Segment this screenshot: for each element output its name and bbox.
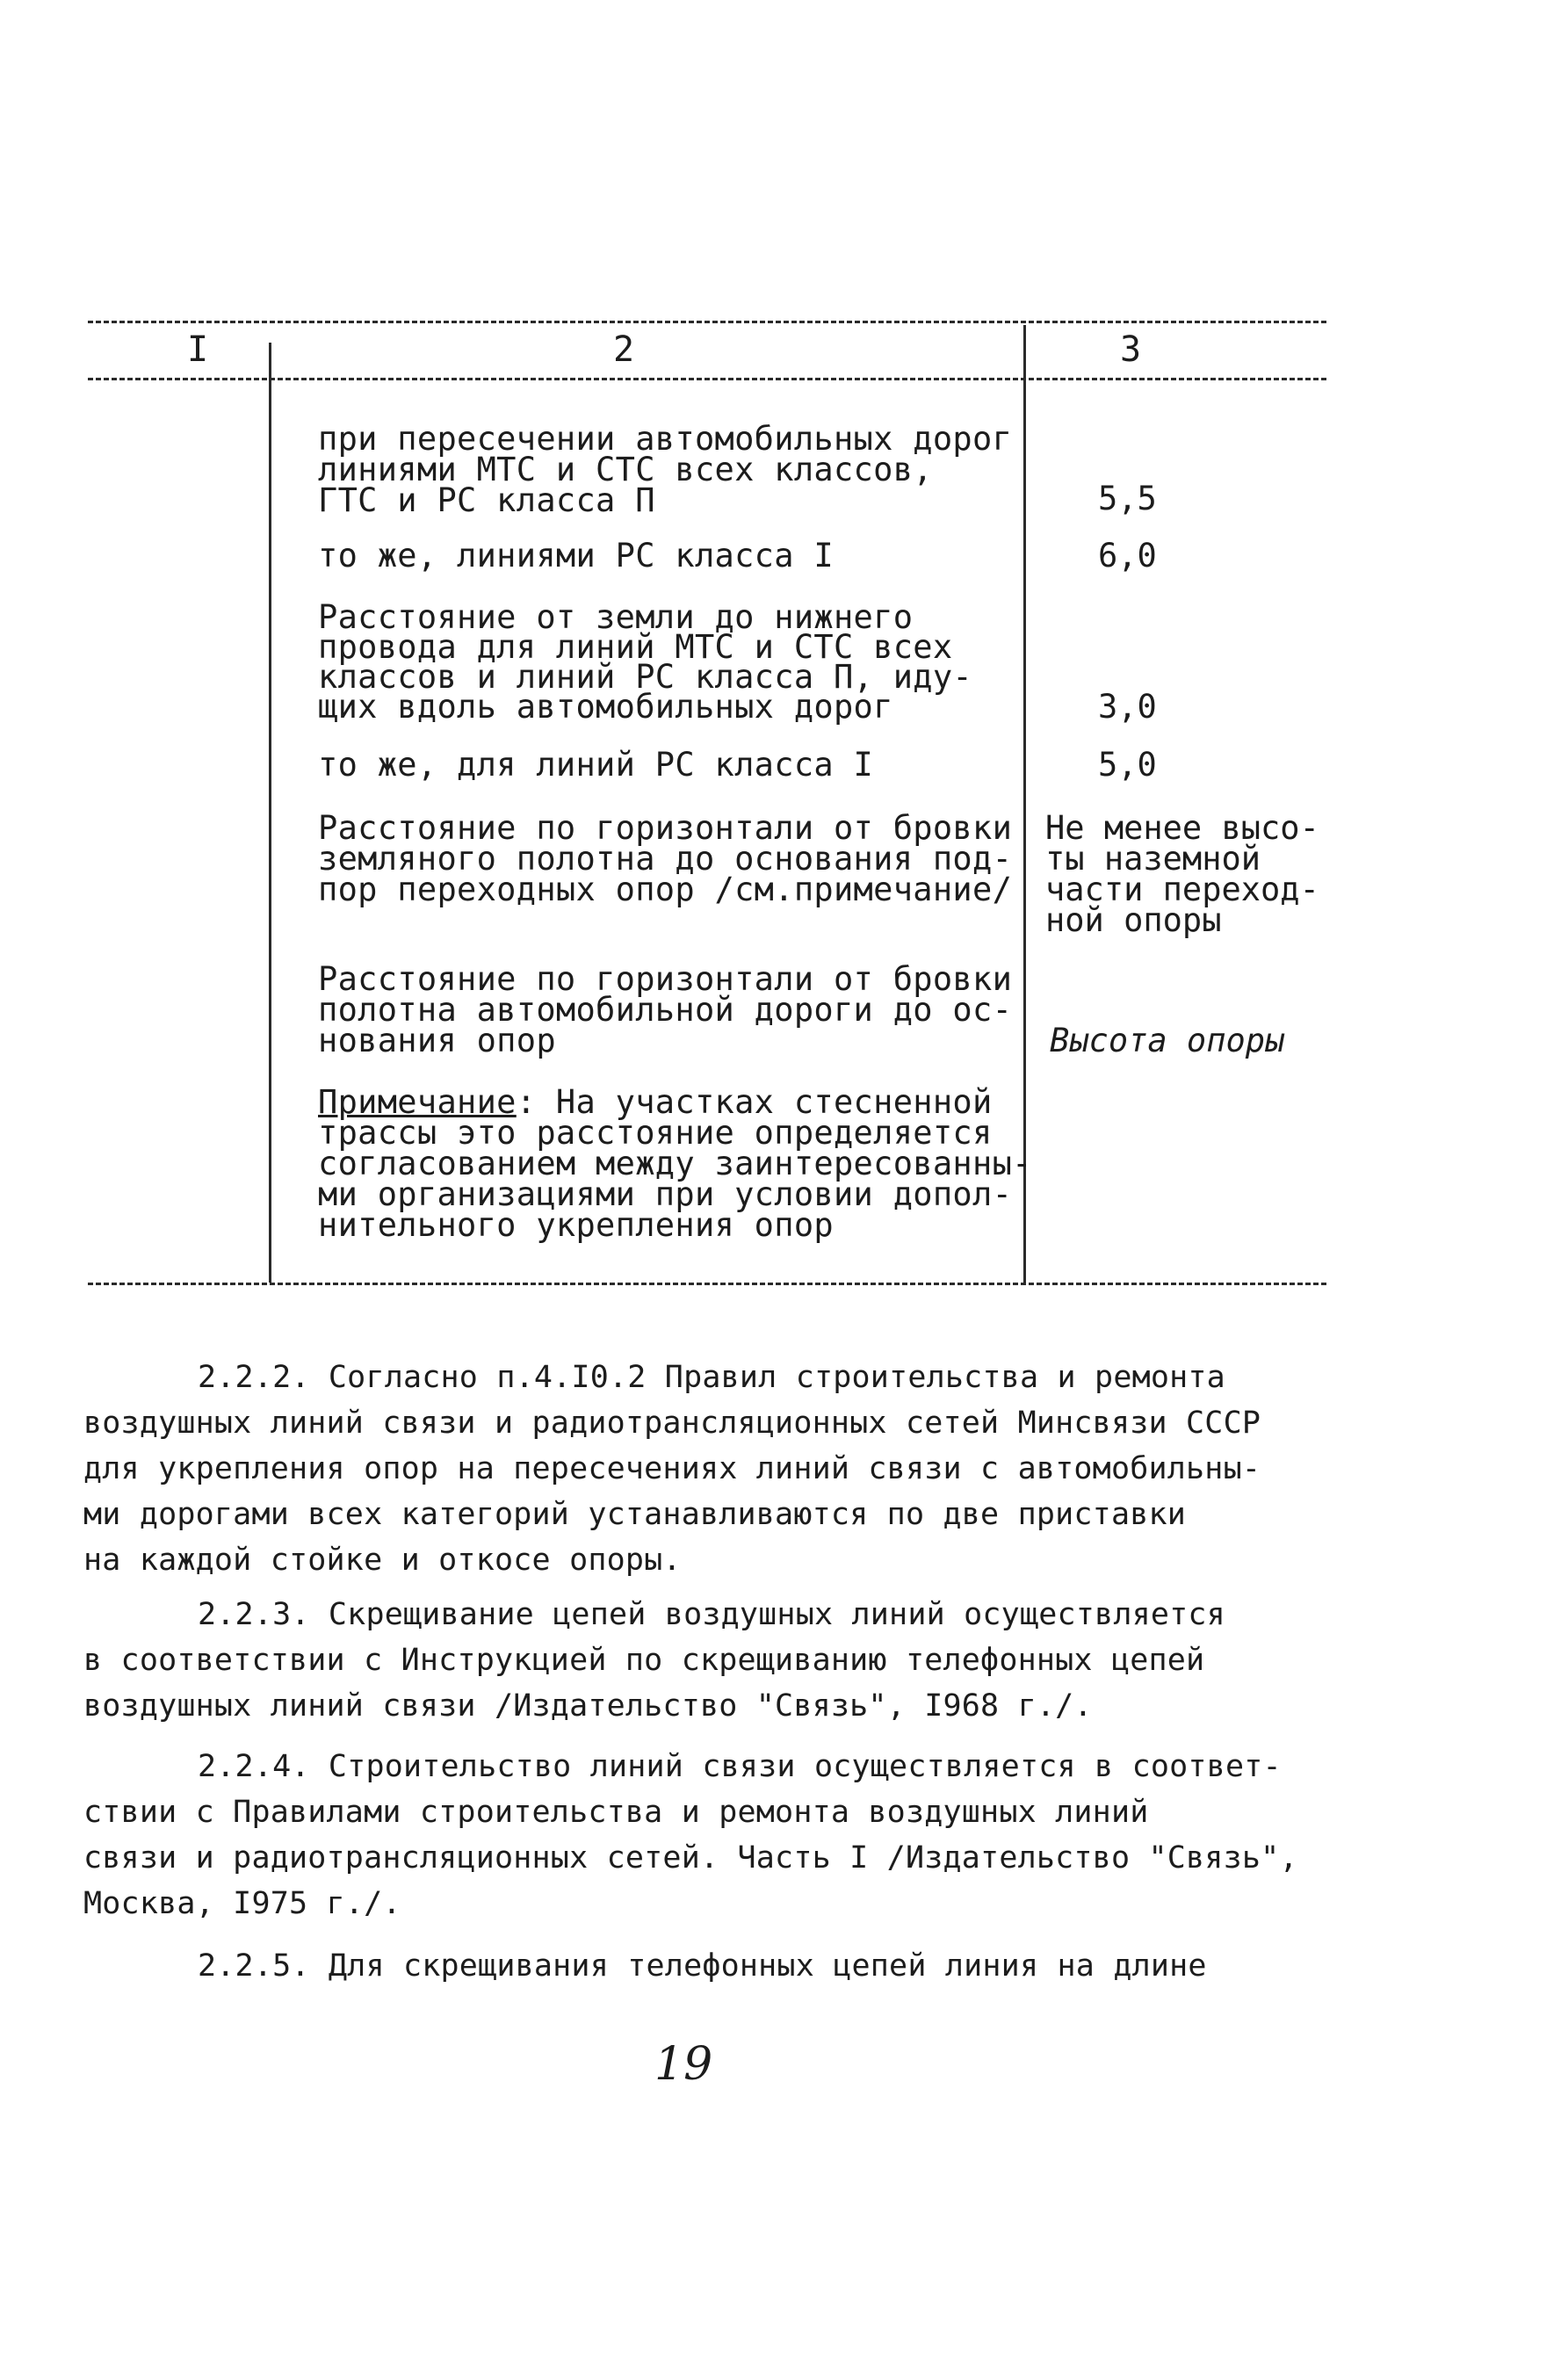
table-bottom-rule <box>88 1283 1326 1285</box>
row-text-line: провода для линий МТС и СТС всех <box>318 628 953 666</box>
row-value: 6,0 <box>1098 537 1157 575</box>
row-text-line: земляного полотна до основания под- <box>318 840 1013 878</box>
note-line: трассы это расстояние определяется <box>318 1114 993 1152</box>
table-header-col2: 2 <box>612 329 635 370</box>
paragraph-line: для укрепления опор на пересечениях линий связи с автомобильны- <box>83 1451 1261 1486</box>
note-line: нительного укрепления опор <box>318 1206 834 1244</box>
paragraph-line: 2.2.3. Скрещивание цепей воздушных линий осуществляется <box>198 1597 1225 1632</box>
row-text-line: щих вдоль автомобильных дорог <box>318 688 893 726</box>
paragraph-line: Москва, I975 г./. <box>83 1886 401 1921</box>
table-col1-divider <box>269 343 271 1283</box>
row-value: части переход- <box>1045 871 1319 908</box>
row-text-line: то же, линиями РС класса I <box>318 537 834 575</box>
table-header-col1: I <box>186 329 209 370</box>
paragraph-line: воздушных линий связи и радиотрансляционных сетей Минсвязи СССР <box>83 1406 1261 1441</box>
note-first-line-rest: : На участках стесненной <box>516 1083 993 1121</box>
table-header-rule <box>88 378 1326 380</box>
row-text-line: линиями МТС и СТС всех классов, <box>318 451 933 488</box>
paragraph-line: в соответствии с Инструкцией по скрещиванию телефонных цепей <box>83 1643 1205 1678</box>
row-value: 5,5 <box>1098 480 1157 517</box>
note-line: согласованием между заинтересованны- <box>318 1145 1032 1182</box>
row-text-line: Расстояние от земли до нижнего <box>318 598 914 636</box>
note-first-line <box>318 1083 993 1121</box>
table-header-col3: 3 <box>1119 329 1142 370</box>
row-value: ты наземной <box>1045 840 1261 878</box>
paragraph-line: 2.2.4. Строительство линий связи осуществляется в соответ- <box>198 1749 1282 1784</box>
paragraph-line: на каждой стойке и откосе опоры. <box>83 1543 682 1578</box>
paragraph-line: 2.2.2. Согласно п.4.I0.2 Правил строительства и ремонта <box>198 1360 1225 1395</box>
row-text-line: полотна автомобильной дороги до ос- <box>318 991 1013 1029</box>
row-value: 3,0 <box>1098 688 1157 726</box>
row-text-line: нования опор <box>318 1022 556 1059</box>
table-top-rule <box>88 321 1326 323</box>
paragraph-line: ствии с Правилами строительства и ремонта воздушных линий <box>83 1795 1149 1830</box>
note-label: Примечание <box>318 1083 517 1121</box>
row-text-line: ГТС и РС класса П <box>318 481 655 519</box>
paragraph-line: ми дорогами всех категорий устанавливаются по две приставки <box>83 1497 1187 1532</box>
row-text-line: Расстояние по горизонтали от бровки <box>318 809 1013 847</box>
paragraph-line: 2.2.5. Для скрещивания телефонных цепей линия на длине <box>198 1948 1207 1984</box>
note-line: ми организациями при условии допол- <box>318 1175 1013 1213</box>
page-number: 19 <box>654 2038 713 2091</box>
table-col2-divider <box>1023 325 1026 1283</box>
row-text-line: при пересечении автомобильных дорог <box>318 420 1013 458</box>
row-value: Высота опоры <box>1050 1022 1285 1059</box>
row-text-line: то же, для линий РС класса I <box>318 746 874 784</box>
row-text-line: классов и линий РС класса П, иду- <box>318 658 973 696</box>
row-value: 5,0 <box>1098 746 1157 784</box>
row-text-line: пор переходных опор /см.примечание/ <box>318 871 1013 908</box>
row-value: Не менее высо- <box>1045 809 1319 847</box>
row-text-line: Расстояние по горизонтали от бровки <box>318 960 1013 998</box>
row-value: ной опоры <box>1045 901 1222 939</box>
paragraph-line: связи и радиотрансляционных сетей. Часть I /Издательство "Связь", <box>83 1840 1298 1876</box>
paragraph-line: воздушных линий связи /Издательство "Связь", I968 г./. <box>83 1688 1093 1724</box>
